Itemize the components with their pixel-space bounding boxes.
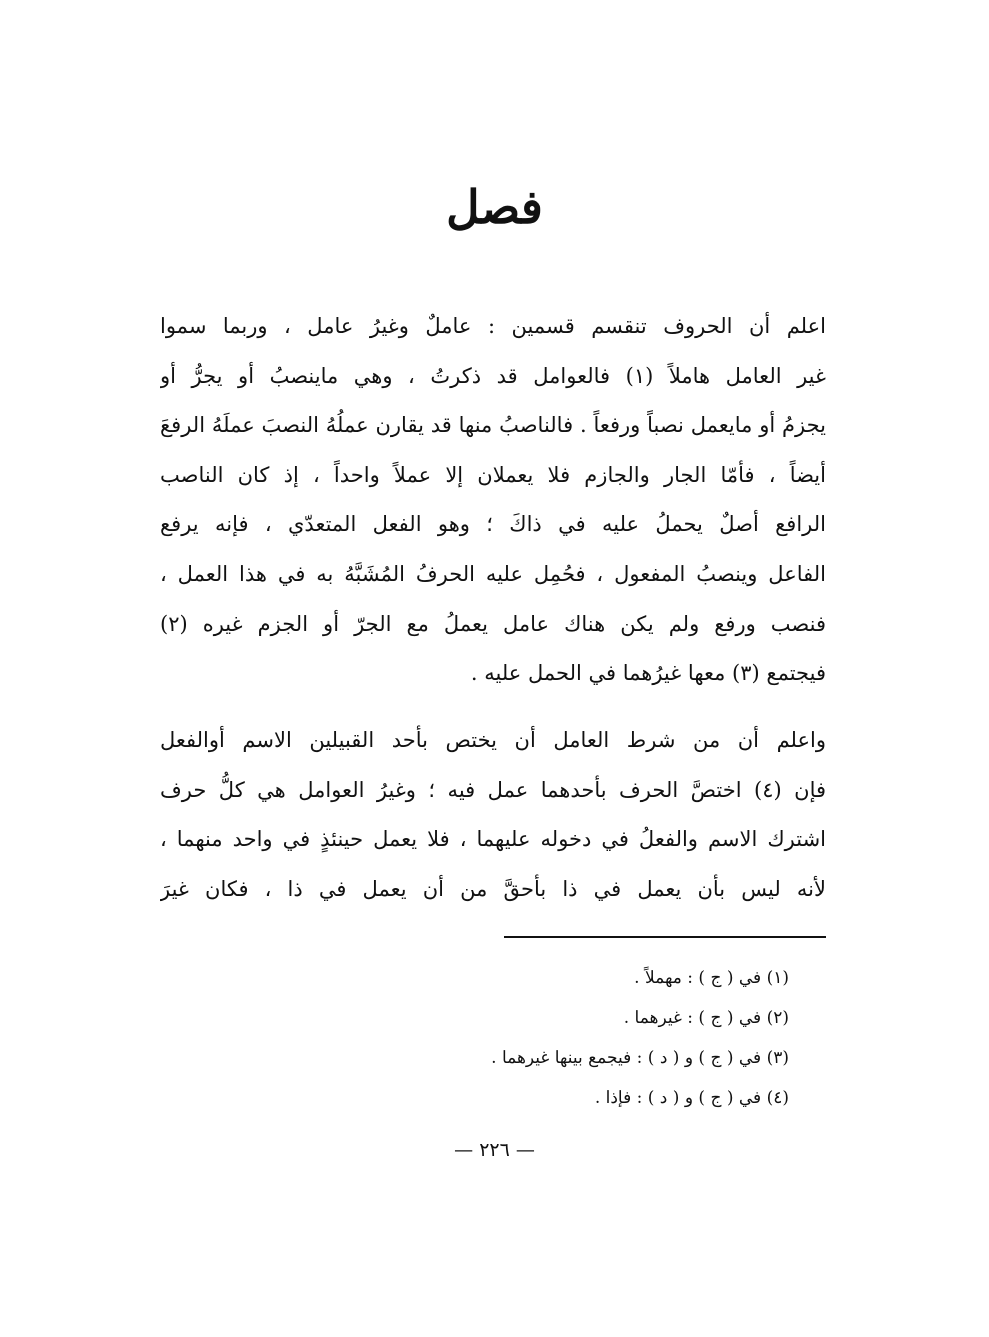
footnote-2: (٢) في ( ج ) : غيرهما .	[623, 1008, 789, 1028]
text-line: لأنه ليس بأن يعمل في ذا بأحقَّ من أن يعمل في ذا ، فكان غيرَ	[160, 876, 826, 901]
footnote-3: (٣) في ( ج ) و ( د ) : فيجمع بينها غيرهما .	[491, 1048, 789, 1068]
text-line: يجزمُ أو مايعمل نصباً ورفعاً . فالناصبُ منها قد يقارن عملُهُ النصبَ عملَهُ الرفعَ	[160, 413, 826, 438]
paragraph-2	[160, 716, 826, 914]
text-line: غير العامل هاملاً (١) فالعوامل قد ذكرتُ ، وهي ماينصبُ أو يجرُّ أو	[160, 363, 826, 388]
page-number: — ٢٢٦ —	[454, 1139, 535, 1161]
text-line: اشترك الاسم والفعلُ في دخوله عليهما ، فلا يعمل حينئذٍ في واحد منهما ،	[160, 827, 826, 852]
text-line: فيجتمع (٣) معها غيرُهما في الحمل عليه .	[470, 661, 826, 686]
text-line: اعلم أن الحروف تنقسم قسمين : عاملٌ وغيرُ عامل ، وربما سموا	[160, 314, 826, 338]
footnotes	[369, 958, 789, 1118]
text-line: فنصب ورفع ولم يكن هناك عامل يعملُ مع الجرّ أو الجزم غيره (٢)	[160, 611, 826, 636]
text-line: أيضاً ، فأمّا الجار والجازم فلا يعملان إلا عملاً واحداً ، إذ كان الناصب	[160, 462, 826, 487]
text-line: فإن (٤) اختصَّ الحرف بأحدهما عمل فيه ؛ وغيرُ العوامل هي كلُّ حرف	[160, 777, 826, 802]
chapter-title: فصل	[446, 180, 543, 234]
text-line: الفاعل وينصبُ المفعول ، فحُمِل عليه الحرفُ المُشَبَّهُ به في هذا العمل ،	[160, 561, 826, 586]
footnote-4: (٤) في ( ج ) و ( د ) : فإذا .	[594, 1088, 789, 1108]
text-line: واعلم أن من شرط العامل أن يختص بأحد القبيلين الاسم أوالفعل	[160, 728, 826, 752]
footnote-1: (١) في ( ج ) : مهملاً .	[634, 968, 789, 988]
footnote-divider	[504, 936, 826, 938]
text-line: الرافع أصلٌ يحملُ عليه في ذاكَ ؛ وهو الفعل المتعدّي ، فإنه يرفع	[160, 512, 826, 537]
paragraph-1	[160, 302, 826, 699]
